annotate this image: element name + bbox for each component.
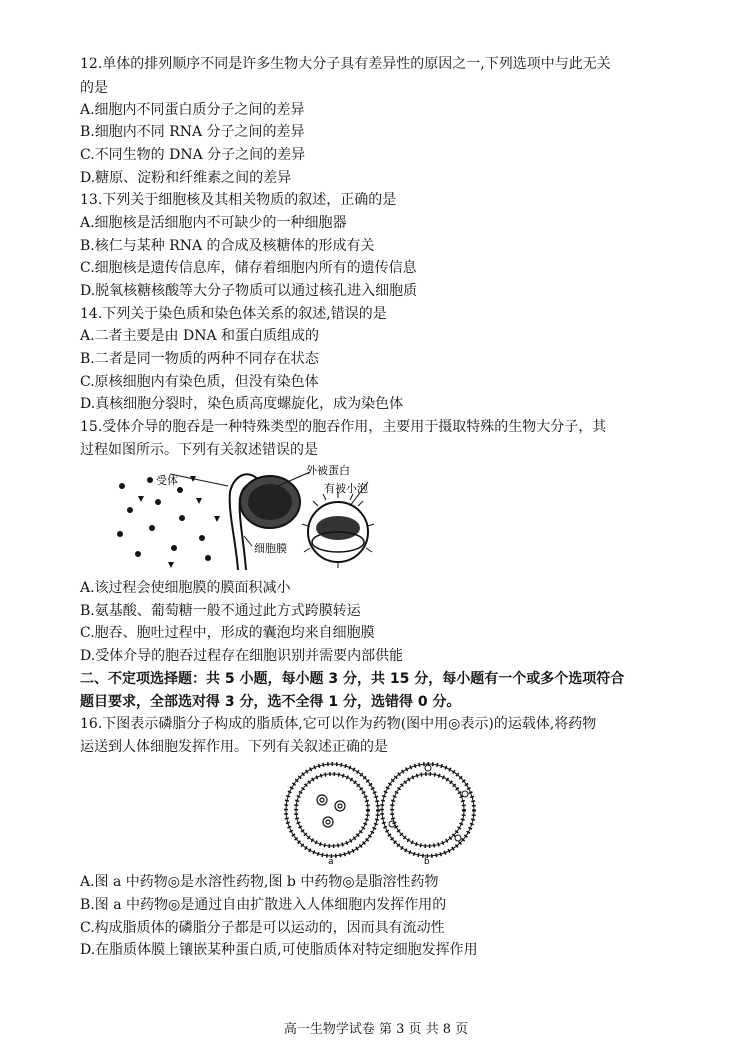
- q14-option-b: B.二者是同一物质的两种不同存在状态: [80, 351, 319, 367]
- section2-heading-line1: 二、不定项选择题：共 5 小题，每小题 3 分，共 15 分，每小题有一个或多个选项符合: [80, 671, 625, 687]
- fig-label-receptor: 受体: [156, 474, 178, 487]
- fig-label-a: a: [328, 857, 334, 866]
- q12-option-a: A.细胞内不同蛋白质分子之间的差异: [80, 102, 305, 118]
- q12-stem-line2: 的是: [80, 80, 108, 96]
- fig-label-coated-vesicle: 有被小泡: [324, 482, 368, 495]
- q14-stem: 14.下列关于染色质和染色体关系的叙述,错误的是: [80, 306, 387, 322]
- q12-option-d: D.糖原、淀粉和纤维素之间的差异: [80, 170, 292, 186]
- q14-option-d: D.真核细胞分裂时，染色质高度螺旋化，成为染色体: [80, 396, 404, 412]
- q13-option-b: B.核仁与某种 RNA 的合成及核糖体的形成有关: [80, 238, 375, 254]
- q15-option-d: D.受体介导的胞吞过程存在细胞识别并需要内部供能: [80, 648, 404, 664]
- section2-heading-line2: 题目要求，全部选对得 3 分，选不全得 1 分，选错得 0 分。: [80, 694, 461, 710]
- fig-label-coat-protein: 外被蛋白: [306, 464, 350, 477]
- fig-label-b: b: [424, 857, 430, 866]
- q13-option-d: D.脱氧核糖核酸等大分子物质可以通过核孔进入细胞质: [80, 283, 418, 299]
- q12-option-b: B.细胞内不同 RNA 分子之间的差异: [80, 124, 305, 140]
- q14-option-a: A.二者主要是由 DNA 和蛋白质组成的: [80, 328, 320, 344]
- q15-stem-line2: 过程如图所示。下列有关叙述错误的是: [80, 442, 318, 458]
- q15-option-c: C.胞吞、胞吐过程中，形成的囊泡均来自细胞膜: [80, 625, 375, 641]
- page-footer: 高一生物学试卷 第 3 页 共 8 页: [283, 1022, 469, 1037]
- q16-option-c: C.构成脂质体的磷脂分子都是可以运动的，因而具有流动性: [80, 920, 445, 936]
- q16-option-d: D.在脂质体膜上镶嵌某种蛋白质,可使脂质体对特定细胞发挥作用: [80, 942, 478, 958]
- q16-stem-line2: 运送到人体细胞发挥作用。下列有关叙述正确的是: [80, 739, 388, 755]
- q13-stem: 13.下列关于细胞核及其相关物质的叙述，正确的是: [80, 192, 397, 208]
- q16-stem-line1: 16.下图表示磷脂分子构成的脂质体,它可以作为药物(图中用◎表示)的运载体,将药物: [80, 716, 597, 732]
- q14-option-c: C.原核细胞内有染色质，但没有染色体: [80, 374, 319, 390]
- endocytosis-figure: [110, 462, 390, 570]
- q12-option-c: C.不同生物的 DNA 分子之间的差异: [80, 147, 306, 163]
- q12-stem-line1: 12.单体的排列顺序不同是许多生物大分子具有差异性的原因之一,下列选项中与此无关: [80, 56, 611, 72]
- fig-label-cell-membrane: 细胞膜: [254, 542, 287, 555]
- q13-option-c: C.细胞核是遗传信息库，储存着细胞内所有的遗传信息: [80, 260, 417, 276]
- liposome-figure: [282, 760, 482, 866]
- q15-option-b: B.氨基酸、葡萄糖一般不通过此方式跨膜转运: [80, 603, 361, 619]
- q15-option-a: A.该过程会使细胞膜的膜面积减小: [80, 580, 291, 596]
- q15-stem-line1: 15.受体介导的胞吞是一种特殊类型的胞吞作用，主要用于摄取特殊的生物大分子，其: [80, 419, 607, 435]
- q13-option-a: A.细胞核是活细胞内不可缺少的一种细胞器: [80, 215, 347, 231]
- q16-option-b: B.图 a 中药物◎是通过自由扩散进入人体细胞内发挥作用的: [80, 897, 447, 913]
- q16-option-a: A.图 a 中药物◎是水溶性药物,图 b 中药物◎是脂溶性药物: [80, 874, 439, 890]
